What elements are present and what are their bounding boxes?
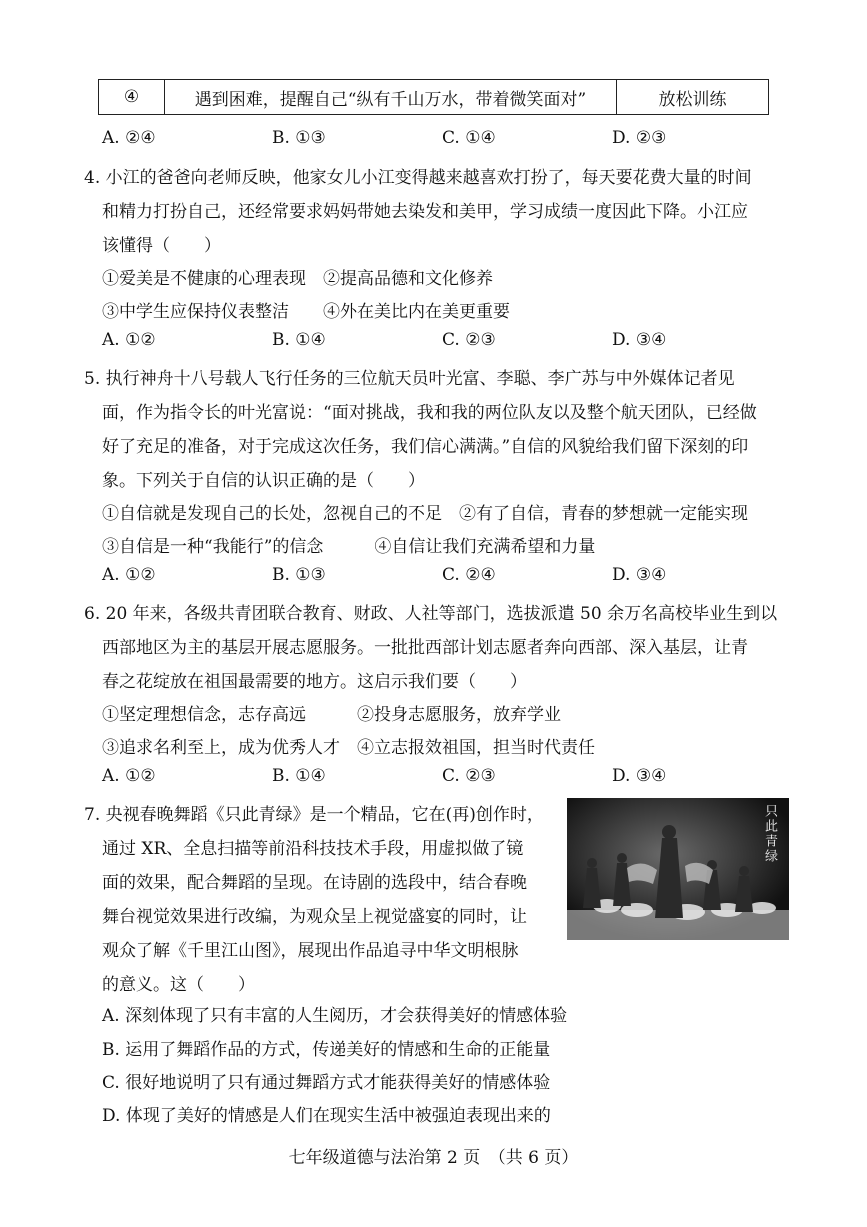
q7-line-2: 通过 XR、全息扫描等前沿科技技术手段，用虚拟做了镜	[102, 839, 524, 859]
q6-item-2: ③追求名利至上，成为优秀人才 ④立志报效祖国，担当时代责任	[102, 738, 595, 758]
q5-item-1: ①自信就是发现自己的长处，忽视自己的不足 ②有了自信，青春的梦想就一定能实现	[102, 504, 748, 524]
q7-option-d: D. 体现了美好的情感是人们在现实生活中被强迫表现出来的	[102, 1106, 551, 1126]
q3-options	[102, 128, 782, 148]
q6-option-d: D. ③④	[612, 766, 667, 786]
q7-line-4: 舞台视觉效果进行改编，为观众呈上视觉盛宴的同时，让	[102, 907, 527, 927]
q4-options	[102, 330, 782, 350]
q7-line-6: 的意义。这（ ）	[102, 975, 255, 995]
q5-line-2: 面，作为指令长的叶光富说：“面对挑战，我和我的两位队友以及整个航天团队，已经做	[102, 403, 757, 423]
q5-item-2: ③自信是一种“我能行”的信念 ④自信让我们充满希望和力量	[102, 537, 596, 557]
q6-item-1: ①坚定理想信念，志存高远 ②投身志愿服务，放弃学业	[102, 705, 561, 725]
q5-options	[102, 565, 782, 585]
q3-option-b: B. ①③	[272, 128, 326, 148]
page-footer: 七年级道德与法治第 2 页 （共 6 页）	[288, 1148, 579, 1168]
q4-line-1: 4. 小江的爸爸向老师反映，他家女儿小江变得越来越喜欢打扮了，每天要花费大量的时间	[84, 168, 752, 188]
photo-caption: 只此青绿	[762, 804, 777, 864]
q3-option-a: A. ②④	[102, 128, 156, 148]
q6-option-a: A. ①②	[102, 766, 156, 786]
q4-option-c: C. ②③	[442, 330, 496, 350]
q7-option-a: A. 深刻体现了只有丰富的人生阅历，才会获得美好的情感体验	[102, 1006, 568, 1026]
q7-line-5: 观众了解《千里江山图》，展现出作品追寻中华文明根脉	[102, 941, 519, 961]
q4-option-a: A. ①②	[102, 330, 156, 350]
q6-line-2: 西部地区为主的基层开展志愿服务。一批批西部计划志愿者奔向西部、深入基层，让青	[102, 638, 748, 658]
table-row	[98, 79, 769, 115]
q5-line-3: 好了充足的准备，对于完成这次任务，我们信心满满。”自信的风貌给我们留下深刻的印	[102, 437, 749, 457]
q5-option-d: D. ③④	[612, 565, 667, 585]
table-cell-method: 放松训练	[658, 89, 727, 110]
q4-option-b: B. ①④	[272, 330, 326, 350]
dance-photo-illustration	[567, 798, 789, 940]
q7-line-3: 面的效果，配合舞蹈的呈现。在诗剧的选段中，结合春晚	[102, 873, 527, 893]
q5-line-1: 5. 执行神舟十八号载人飞行任务的三位航天员叶光富、李聪、李广苏与中外媒体记者见	[84, 369, 735, 389]
q7-line-1: 7. 央视春晚舞蹈《只此青绿》是一个精品，它在(再)创作时，	[84, 805, 544, 825]
q7-option-b: B. 运用了舞蹈作品的方式，传递美好的情感和生命的正能量	[102, 1040, 551, 1060]
q6-option-b: B. ①④	[272, 766, 326, 786]
q4-item-1: ①爱美是不健康的心理表现 ②提高品德和文化修养	[102, 269, 493, 289]
dance-photo	[567, 798, 789, 940]
q3-option-c: C. ①④	[442, 128, 496, 148]
q5-option-b: B. ①③	[272, 565, 326, 585]
q4-line-3: 该懂得（ ）	[102, 236, 221, 256]
q6-options	[102, 766, 782, 786]
q6-line-3: 春之花绽放在祖国最需要的地方。这启示我们要（ ）	[102, 672, 527, 692]
q5-line-4: 象。下列关于自信的认识正确的是（ ）	[102, 471, 425, 491]
q6-line-1: 6. 20 年来，各级共青团联合教育、财政、人社等部门，选拔派遣 50 余万名高校毕业生到以	[84, 604, 778, 624]
q5-option-a: A. ①②	[102, 565, 156, 585]
table-cell-content: 遇到困难，提醒自己“纵有千山万水，带着微笑面对”	[165, 80, 617, 114]
table-cell-number: ④	[99, 80, 165, 114]
q6-option-c: C. ②③	[442, 766, 496, 786]
q3-option-d: D. ②③	[612, 128, 667, 148]
q4-option-d: D. ③④	[612, 330, 667, 350]
q4-line-2: 和精力打扮自己，还经常要求妈妈带她去染发和美甲，学习成绩一度因此下降。小江应	[102, 202, 748, 222]
q7-option-c: C. 很好地说明了只有通过舞蹈方式才能获得美好的情感体验	[102, 1073, 551, 1093]
q4-item-2: ③中学生应保持仪表整洁 ④外在美比内在美更重要	[102, 302, 510, 322]
q5-option-c: C. ②④	[442, 565, 496, 585]
